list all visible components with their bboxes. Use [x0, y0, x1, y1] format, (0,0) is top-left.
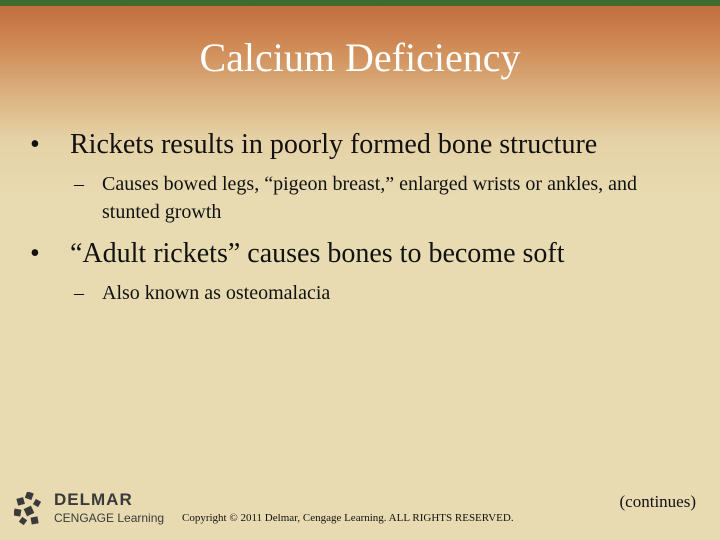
- top-accent-bar: [0, 0, 720, 6]
- sub-bullet-text: Causes bowed legs, “pigeon breast,” enlarged wrists or ankles, and stunted growth: [102, 173, 638, 223]
- dash-icon: –: [74, 173, 84, 195]
- bullet-text: Rickets results in poorly formed bone structure: [70, 129, 598, 160]
- copyright-notice: Copyright © 2011 Delmar, Cengage Learning. ALL RIGHTS RESERVED.: [182, 512, 514, 524]
- continues-label: (continues): [619, 492, 696, 511]
- brand-name: DELMAR: [54, 490, 133, 509]
- slide-title: Calcium Deficiency: [199, 35, 521, 80]
- sub-bullet-text: Also known as osteomalacia: [102, 282, 331, 304]
- bullet-icon: •: [30, 238, 40, 269]
- brand-subtitle: CENGAGE Learning: [54, 511, 165, 525]
- bullet-icon: •: [30, 129, 40, 160]
- dash-icon: –: [74, 282, 84, 304]
- delmar-logo: [14, 490, 184, 530]
- delmar-logo-icon: [14, 492, 48, 526]
- bullet-text: “Adult rickets” causes bones to become soft: [70, 238, 565, 269]
